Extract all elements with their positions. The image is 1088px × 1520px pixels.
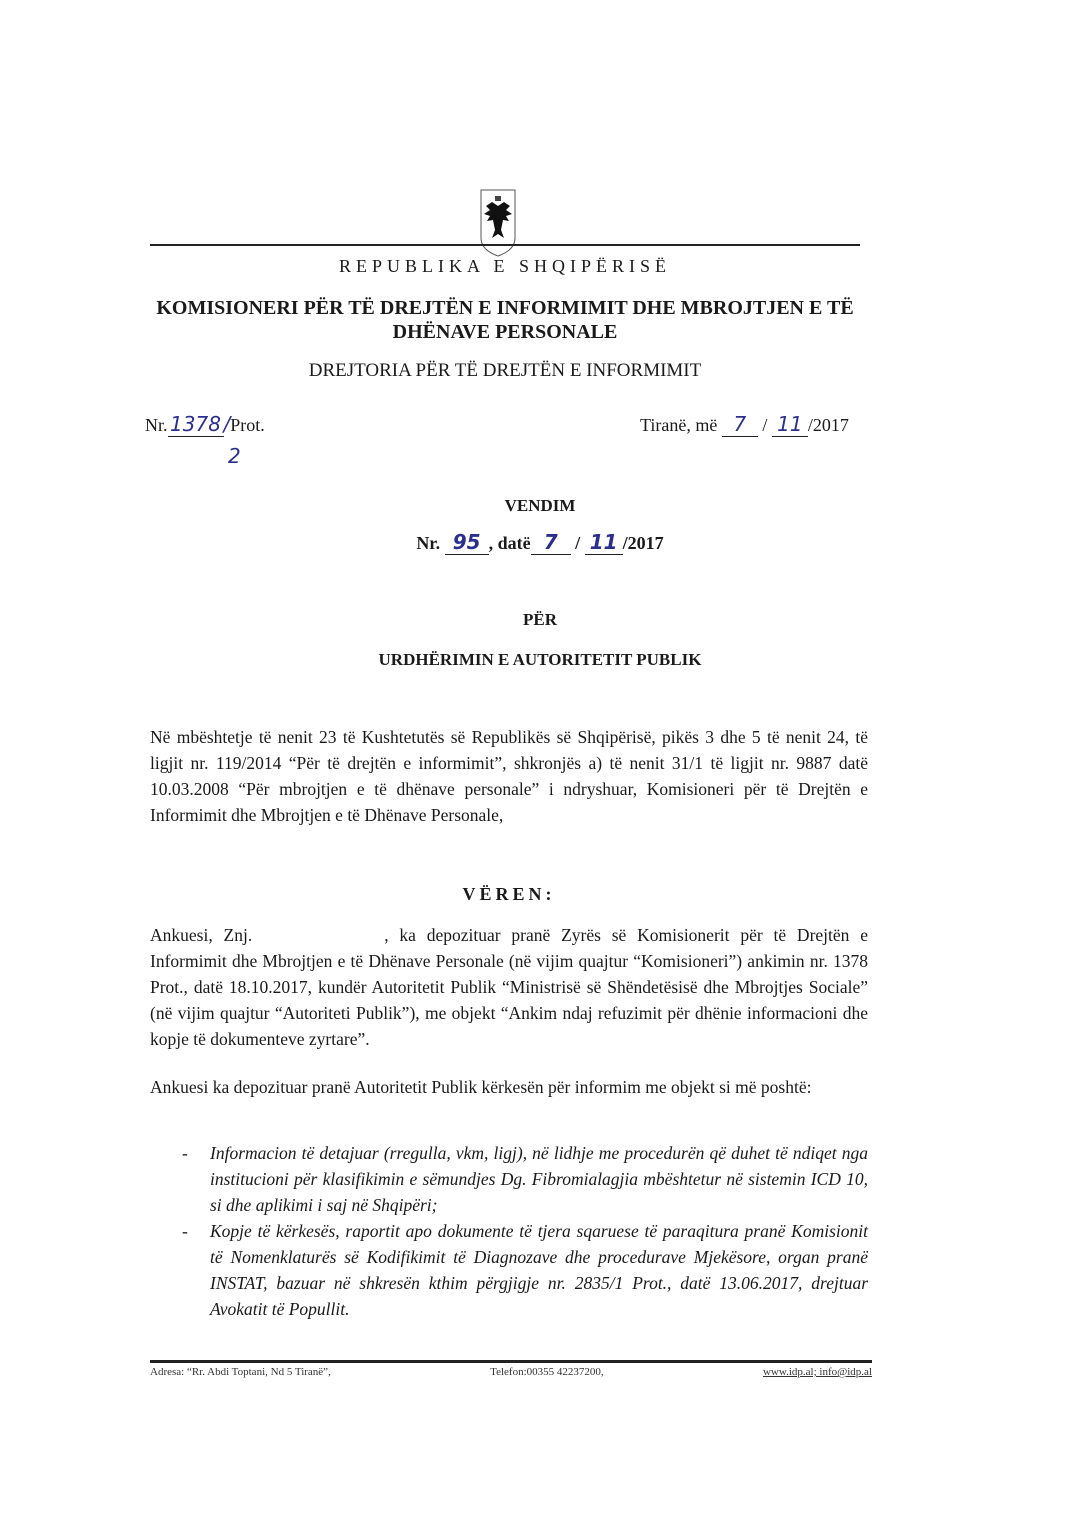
- footer-phone: Telefon:00355 42237200,: [490, 1366, 604, 1378]
- slash-mark: /: [223, 412, 231, 436]
- bullet-dash: -: [182, 1221, 188, 1241]
- directorate-name: DREJTORIA PËR TË DREJTËN E INFORMIMIT: [308, 360, 702, 381]
- protocol-number: 1378: [168, 412, 224, 437]
- protocol-nr-label: Nr.: [145, 415, 168, 435]
- decision-subject: URDHËRIMIN E AUTORITETIT PUBLIK: [378, 650, 702, 669]
- institution-name-line1: KOMISIONERI PËR TË DREJTËN E INFORMIMIT DHE MBROJTJEN E TË: [156, 297, 854, 319]
- veren-heading: VËREN:: [462, 884, 556, 904]
- list-item: [150, 1218, 868, 1322]
- place-label: Tiranë, më: [640, 415, 718, 435]
- complaint-text: , ka depozituar pranë Zyrës së Komisionerit për të Drejtën e Informimit dhe Mbrojtjen e të Dhënave Personale (në vijim quajtur “Komisioneri”) ankimin nr. 1378 Prot., datë 18.10.2017, kundër Autoritetit Publik “Ministrisë së Shëndetësisë dhe Mbrojtjes Sociale” (në vijim quajtur “Autoriteti Publik”), me objekt “Ankim ndaj refuzimit për dhënie informacioni dhe kopje të dokumenteve zyrtare”.: [150, 925, 868, 1049]
- request-list: [150, 1140, 868, 1322]
- protocol-reference: [145, 412, 265, 437]
- footer-address: Adresa: “Rr. Abdi Toptani, Nd 5 Tiranë”,: [150, 1366, 331, 1378]
- list-item-text: Informacion të detajuar (rregulla, vkm, ligj), në lidhje me procedurën që duhet të ndiqet nga institucioni për klasifikimin e sëmundjes Dg. Fibromialagjia mbështetur në sistemin ICD 10, si dhe aplikimi i saj në Shqipëri;: [210, 1143, 868, 1215]
- date-month: 11: [772, 412, 808, 437]
- decision-month: 11: [585, 530, 623, 555]
- institution-name: [150, 296, 860, 344]
- decision-title: VENDIM: [504, 496, 576, 515]
- coat-of-arms-icon: [478, 188, 518, 258]
- decision-date-label: , datë: [488, 533, 531, 553]
- decision-number-line: Nr. 95 , datë 7 / 11 /2017: [416, 530, 664, 554]
- footer-rule: [150, 1360, 872, 1363]
- date-day: 7: [722, 412, 758, 437]
- list-item: [150, 1140, 868, 1218]
- place-date: Tiranë, më 7 / 11 /2017: [640, 412, 849, 436]
- date-year: /2017: [807, 415, 849, 435]
- complaint-paragraph: [150, 922, 868, 1052]
- footer: [150, 1366, 872, 1378]
- republic-title: REPUBLIKA E SHQIPËRISË: [338, 256, 672, 276]
- header-rule: [150, 244, 860, 246]
- complaint-prefix: Ankuesi, Znj.: [150, 925, 253, 945]
- decision-day: 7: [531, 530, 571, 555]
- protocol-prot-label: Prot.: [230, 415, 265, 435]
- footer-website-link[interactable]: www.idp.al; info@idp.al: [762, 1366, 872, 1378]
- bullet-dash: -: [182, 1143, 188, 1163]
- decision-per: PËR: [523, 610, 557, 629]
- decision-year: /2017: [622, 533, 664, 553]
- decision-nr-label: Nr.: [416, 533, 441, 553]
- decision-number: 95: [445, 530, 489, 555]
- institution-name-line2: DHËNAVE PERSONALE: [392, 321, 618, 343]
- legal-basis-paragraph: Në mbështetje të nenit 23 të Kushtetutës së Republikës së Shqipërisë, pikës 3 dhe 5 të nenit 24, të ligjit nr. 119/2014 “Për të drejtën e informimit”, shkronjës a) të nenit 31/1 të ligjit nr. 9887 datë 10.03.2008 “Për mbrojtjen e të dhënave personale” i ndryshuar, Komisioneri për të Drejtën e Informimit dhe Mbrojtjen e të Dhënave Personale,: [150, 727, 868, 825]
- request-intro-paragraph: Ankuesi ka depozituar pranë Autoritetit Publik kërkesën për informim me objekt si më poshtë:: [150, 1077, 812, 1097]
- protocol-sub-number: 2: [228, 444, 241, 468]
- list-item-text: Kopje të kërkesës, raportit apo dokumente të tjera sqaruese të paraqitura pranë Komisionit të Nomenklaturës së Kodifikimit të Diagnozave dhe procedurave Mjekësore, organ pranë INSTAT, bazuar në shkresën kthim përgjigje nr. 2835/1 Prot., datë 13.06.2017, drejtuar Avokatit të Popullit.: [210, 1221, 868, 1319]
